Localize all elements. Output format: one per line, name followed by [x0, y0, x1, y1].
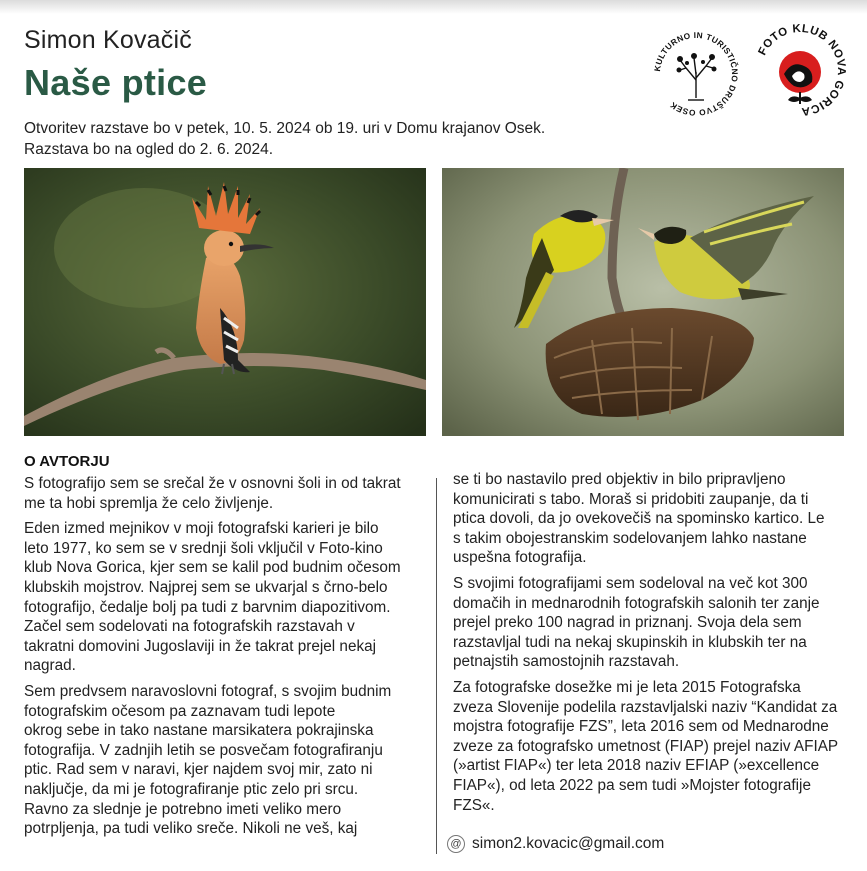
- at-icon: @: [447, 835, 465, 853]
- paragraph: [453, 678, 848, 815]
- text-line: S fotografijo sem se srečal že v osnovni šoli in od takrat: [24, 475, 401, 492]
- text-line: petnajstih samostojnih razstavah.: [453, 653, 680, 671]
- text-line: FIAP«), od leta 2022 pa sem tudi »Mojster fotografije: [453, 776, 811, 794]
- contact-email-row: [447, 835, 664, 853]
- text-line: FZS«.: [453, 796, 495, 814]
- society-logo-lettering: KULTURNO IN TURISTIČNO DRUŠTVO OSEK: [652, 29, 741, 119]
- text-line: naključje, da mi je fotografiranje ptic zelo pri srcu.: [24, 780, 359, 798]
- text-line: komunicirati s tabo. Moraš si pridobiti zaupanje, da ti: [453, 490, 809, 508]
- top-band: [0, 0, 867, 14]
- paragraph: [453, 470, 848, 568]
- text-line: fotografija. V zadnjih letih se posvečam fotografiranju: [24, 741, 383, 759]
- intro-text: [24, 118, 624, 160]
- text-line: klubskih mojstrov. Najprej sem se ukvarjal s črno-belo: [24, 578, 388, 596]
- text-line: razstavljal tudi na nekaj skupinskih in klubskih ter na: [453, 633, 807, 651]
- text-line: me ta hobi spremlja že celo življenje.: [24, 494, 274, 512]
- intro-line: Otvoritev razstave bo v petek, 10. 5. 2024 ob 19. uri v Domu krajanov Osek.: [24, 120, 546, 137]
- text-line: leto 1977, ko sem se v srednji šoli vključil v Foto-kino: [24, 539, 383, 557]
- siskins-photo: [442, 168, 844, 436]
- text-line: mojstra fotografije FZS”, leta 2016 sem od Mednarodne: [453, 718, 829, 736]
- society-osek-logo: [650, 28, 742, 120]
- text-line: ptic. Rad sem v naravi, kjer najdem svoj mir, zato ni: [24, 761, 373, 779]
- text-line: S svojimi fotografijami sem sodeloval na več kot 300: [453, 574, 808, 592]
- text-line: nagrad.: [24, 657, 76, 675]
- foto-klub-logo: [754, 24, 846, 116]
- text-line: ptica dovoli, da jo ovekovečiš na spominsko kartico. Le: [453, 510, 825, 528]
- paragraph: [24, 682, 420, 839]
- text-line: Sem predvsem naravoslovni fotograf, s svojim budnim: [24, 682, 392, 700]
- about-heading: O AVTORJU: [24, 453, 110, 470]
- paragraph: [453, 574, 848, 672]
- text-line: Ravno za slednje je potrebno imeti veliko mero: [24, 800, 342, 818]
- column-divider: [436, 478, 437, 854]
- page-title: Naše ptice: [24, 62, 208, 103]
- text-line: prejel preko 100 nagrad in priznanj. Svoja dela sem: [453, 614, 802, 632]
- foto-klub-logo-lettering: FOTO KLUB NOVA GORICA: [756, 24, 846, 116]
- text-line: fotografijo, čedalje bolj pa tudi z barvnim diapozitivom.: [24, 598, 391, 616]
- text-line: (»artist FIAP«) ter leta 2018 naziv EFIAP (»excellence: [453, 757, 820, 775]
- text-line: okrog sebe in tako nastane marsikatera pokrajinska: [24, 722, 374, 740]
- text-line: Začel sem sodelovati na fotografskih razstavah v: [24, 618, 355, 636]
- text-line: Eden izmed mejnikov v moji fotografski karieri je bilo: [24, 520, 379, 538]
- text-line: fotografskim očesom pa zaznavam tudi lepote: [24, 702, 336, 720]
- text-line: zveze za fotografsko umetnost (FIAP) prejel naziv AFIAP: [453, 737, 839, 755]
- text-line: takratni domovini Jugoslaviji in že takrat prejel nekaj: [24, 637, 377, 655]
- text-line: klub Nova Gorica, kjer sem se kalil pod budnim očesom: [24, 559, 401, 577]
- text-line: Za fotografske dosežke mi je leta 2015 Fotografska: [453, 678, 801, 696]
- about-column-2: [453, 470, 848, 821]
- email-link[interactable]: simon2.kovacic@gmail.com: [472, 835, 665, 852]
- text-line: domačih in mednarodnih fotografskih salonih ter zanje: [453, 594, 820, 612]
- hoopoe-photo: [24, 168, 426, 436]
- text-line: zveza Slovenije podelila razstavljalski naziv “Kandidat za: [453, 698, 838, 716]
- about-column-1: [24, 474, 420, 845]
- text-line: se ti bo nastavilo pred objektiv in bilo pripravljeno: [453, 471, 786, 488]
- paragraph: [24, 474, 420, 513]
- text-line: potrpljenja, pa tudi veliko sreče. Nikoli ne veš, kaj: [24, 820, 358, 838]
- text-line: s takim obojestranskim sodelovanjem lahko nastane: [453, 529, 807, 547]
- paragraph: [24, 519, 420, 676]
- author-name: Simon Kovačič: [24, 26, 192, 54]
- intro-line: Razstava bo na ogled do 2. 6. 2024.: [24, 141, 274, 158]
- text-line: uspešna fotografija.: [453, 549, 587, 567]
